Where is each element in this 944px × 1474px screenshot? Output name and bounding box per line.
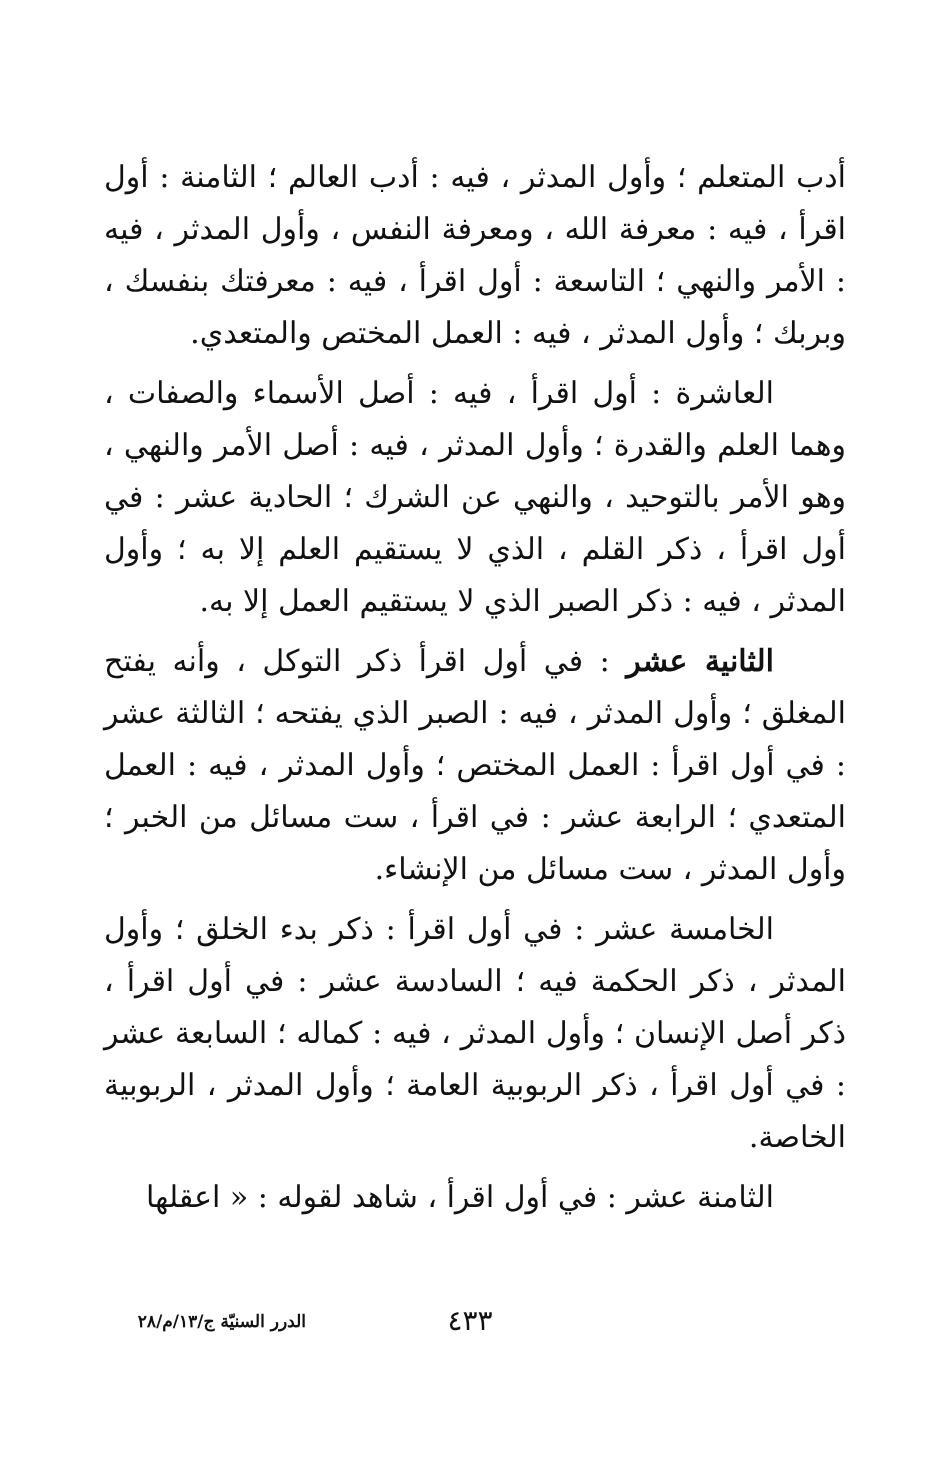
paragraph-1 <box>104 152 846 360</box>
paragraph-3-text: : في أول اقرأ ذكر التوكل ، وأنه يفتح المغلق ؛ وأول المدثر ، فيه : الصبر الذي يفتحه ؛ الثالثة عشر : في أول اقرأ : العمل المختص ؛ وأول المدثر ، فيه : العمل المتعدي ؛ الرابعة عشر : في اقرأ ، ست مسائل من الخبر ؛ وأول المدثر ، ست مسائل من الإنشاء. <box>104 644 846 887</box>
paragraph-2-text: العاشرة : أول اقرأ ، فيه : أصل الأسماء والصفات ، وهما العلم والقدرة ؛ وأول المدثر ، فيه : أصل الأمر والنهي ، وهو الأمر بالتوحيد ، والنهي عن الشرك ؛ الحادية عشر : في أول اقرأ ، ذكر القلم ، الذي لا يستقيم العلم إلا به ؛ وأول المدثر ، فيه : ذكر الصبر الذي لا يستقيم العمل إلا به. <box>104 376 846 619</box>
paragraph-2 <box>104 368 846 628</box>
paragraph-3 <box>104 636 846 896</box>
source-reference: الدرر السنيّة ج/١٣/م/٢٨ <box>137 1312 306 1332</box>
paragraph-1-text: أدب المتعلم ؛ وأول المدثر ، فيه : أدب العالم ؛ الثامنة : أول اقرأ ، فيه : معرفة الله ، ومعرفة النفس ، وأول المدثر ، فيه : الأمر والنهي ؛ التاسعة : أول اقرأ ، فيه : معرفتك بنفسك ، وبربك ؛ وأول المدثر ، فيه : العمل المختص والمتعدي. <box>104 160 846 351</box>
page-number: ٤٣٣ <box>447 1304 493 1337</box>
page-footer <box>0 1304 944 1338</box>
paragraph-4 <box>104 904 846 1164</box>
paragraph-5 <box>104 1172 846 1224</box>
paragraph-3-bold-lead: الثانية عشر <box>626 644 774 679</box>
paragraph-5-text: الثامنة عشر : في أول اقرأ ، شاهد لقوله : « اعقلها <box>146 1180 774 1215</box>
paragraph-4-text: الخامسة عشر : في أول اقرأ : ذكر بدء الخلق ؛ وأول المدثر ، ذكر الحكمة فيه ؛ السادسة عشر : في أول اقرأ ، ذكر أصل الإنسان ؛ وأول المدثر ، فيه : كماله ؛ السابعة عشر : في أول اقرأ ، ذكر الربوبية العامة ؛ وأول المدثر ، الربوبية الخاصة. <box>104 912 846 1155</box>
body-text <box>104 152 846 1232</box>
